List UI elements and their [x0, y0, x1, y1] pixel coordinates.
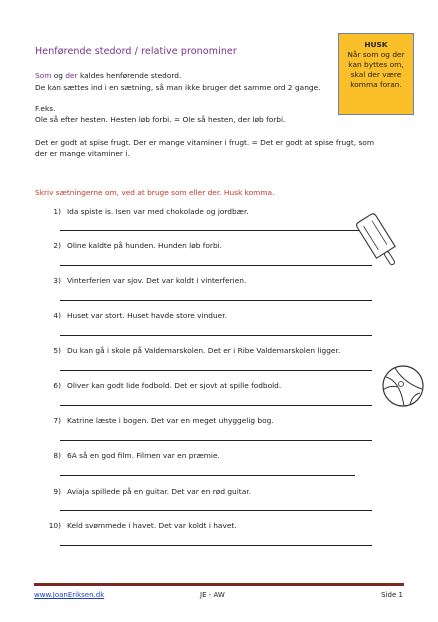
exercise-5: [46, 346, 340, 355]
exercise-number: 10): [48, 521, 61, 530]
answer-line[interactable]: [60, 545, 372, 546]
exercise-number: 8): [53, 451, 61, 460]
instruction: Skriv sætningerne om, ved at bruge som eller der. Husk komma.: [35, 188, 275, 197]
exercise-4: [46, 311, 227, 320]
husk-title: HUSK: [364, 40, 388, 49]
exercise-number: 3): [53, 276, 61, 285]
exercise-number: 4): [53, 311, 61, 320]
husk-line: komma foran.: [350, 80, 402, 89]
exercise-text: Vinterferien var sjov. Det var koldt i vinterferien.: [67, 276, 247, 285]
exercise-7: [46, 416, 274, 425]
exercise-text: Katrine læste i bogen. Det var en meget uhyggelig bog.: [67, 416, 274, 425]
husk-line: Når som og der: [347, 50, 405, 59]
exercise-9: [46, 487, 251, 496]
word-der: der: [65, 71, 78, 80]
answer-line[interactable]: [60, 440, 372, 441]
answer-line[interactable]: [60, 510, 372, 511]
exercise-3: [46, 276, 246, 285]
answer-line[interactable]: [60, 300, 372, 301]
exercise-text: Aviaja spillede på en guitar. Det var en rød guitar.: [67, 487, 251, 496]
exercise-text: Ida spiste is. Isen var med chokolade og jordbær.: [67, 207, 249, 216]
exercise-10: [46, 521, 237, 530]
footer-link[interactable]: www.JoanEriksen.dk: [34, 591, 105, 599]
intro-rest: kaldes henførende stedord.: [77, 71, 182, 80]
answer-line[interactable]: [60, 230, 372, 231]
exercise-text: Du kan gå i skole på Valdemarskolen. Det er i Ribe Valdemarskolen ligger.: [67, 346, 341, 355]
footer-center: JE - AW: [200, 591, 225, 599]
exercise-2: [46, 241, 222, 250]
exercise-number: 2): [53, 241, 61, 250]
intro-line-2: De kan sættes ind i en sætning, så man ikke bruger det samme ord 2 gange.: [35, 83, 321, 92]
exercise-number: 1): [53, 207, 61, 216]
beach-ball-icon: [380, 363, 426, 409]
example-1: Ole så efter hesten. Hesten løb forbi. = Ole så hesten, der løb forbi.: [35, 115, 286, 124]
exercise-text: Oliver kan godt lide fodbold. Det er sjovt at spille fodbold.: [67, 381, 282, 390]
example-label: F.eks.: [35, 104, 56, 113]
exercise-text: Huset var stort. Huset havde store vinduer.: [67, 311, 227, 320]
word-som: Som: [35, 71, 52, 80]
answer-line[interactable]: [60, 475, 355, 476]
exercise-text: 6A så en god film. Filmen var en præmie.: [67, 451, 220, 460]
popsicle-icon: [356, 212, 404, 274]
exercise-number: 6): [53, 381, 61, 390]
exercise-6: [46, 381, 281, 390]
answer-line[interactable]: [60, 265, 372, 266]
exercise-text: Keld svømmede i havet. Det var koldt i havet.: [67, 521, 237, 530]
page-title: Henførende stedord / relative pronominer: [35, 46, 237, 57]
footer-page-number: Side 1: [381, 591, 403, 599]
husk-line: skal der være: [350, 70, 402, 79]
husk-line: kan byttes om,: [348, 60, 404, 69]
exercise-1: [46, 207, 249, 216]
example-2-line-2: der er mange vitaminer i.: [35, 149, 130, 158]
exercise-8: [46, 451, 220, 460]
husk-box: [338, 33, 414, 115]
answer-line[interactable]: [60, 370, 372, 371]
footer-bar: [34, 583, 404, 586]
exercise-number: 5): [53, 346, 61, 355]
example-2-line-1: Det er godt at spise frugt. Der er mange vitaminer i frugt. = Det er godt at spise frugt, som: [35, 138, 375, 147]
exercise-text: Oline kaldte på hunden. Hunden løb forbi.: [67, 241, 223, 250]
answer-line[interactable]: [60, 335, 372, 336]
exercise-number: 9): [53, 487, 61, 496]
intro-og: og: [51, 71, 66, 80]
answer-line[interactable]: [60, 405, 372, 406]
intro-line-1: [35, 70, 181, 81]
exercise-number: 7): [53, 416, 61, 425]
